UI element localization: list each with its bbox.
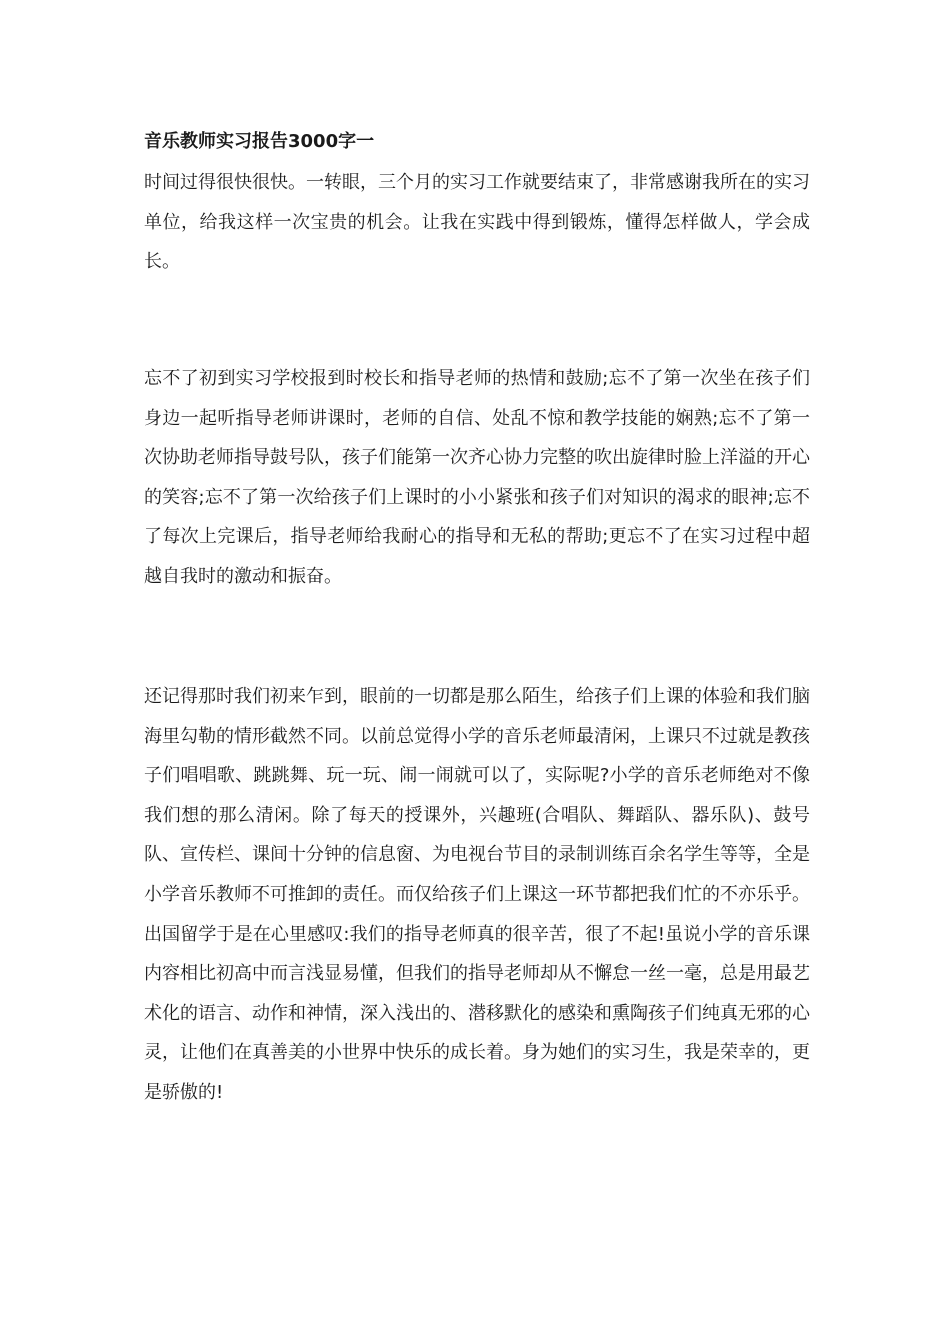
paragraph-intro: 时间过得很快很快。一转眼，三个月的实习工作就要结束了，非常感谢我所在的实习单位，给我这样一次宝贵的机会。让我在实践中得到锻炼，懂得怎样做人，学会成长。 [144,172,810,273]
paragraph-memories: 忘不了初到实习学校报到时校长和指导老师的热情和鼓励;忘不了第一次坐在孩子们身边一起听指导老师讲课时，老师的自信、处乱不惊和教学技能的娴熟;忘不了第一次协助老师指导鼓号队，孩子们能第一次齐心协力完整的吹出旋律时脸上洋溢的开心的笑容;忘不了第一次给孩子们上课时的小小紧张和孩子们对知识的渴求的眼神;忘不了每次上完课后，指导老师给我耐心的指导和无私的帮助;更忘不了在实习过程中超越自我时的激动和振奋。 [144,368,810,587]
document-title: 音乐教师实习报告3000字一 [144,131,375,152]
paragraph-reflection: 还记得那时我们初来乍到，眼前的一切都是那么陌生，给孩子们上课的体验和我们脑海里勾勒的情形截然不同。以前总觉得小学的音乐老师最清闲，上课只不过就是教孩子们唱唱歌、跳跳舞、玩一玩、闹一闹就可以了，实际呢?小学的音乐老师绝对不像我们想的那么清闲。除了每天的授课外，兴趣班(合唱队、舞蹈队、器乐队)、鼓号队、宣传栏、课间十分钟的信息窗、为电视台节目的录制训练百余名学生等等，全是小学音乐教师不可推卸的责任。而仅给孩子们上课这一环节都把我们忙的不亦乐乎。出国留学于是在心里感叹:我们的指导老师真的很辛苦，很了不起!虽说小学的音乐课内容相比初高中而言浅显易懂，但我们的指导老师却从不懈怠一丝一毫，总是用最艺术化的语言、动作和神情，深入浅出的、潜移默化的感染和熏陶孩子们纯真无邪的心灵，让他们在真善美的小世界中快乐的成长着。身为她们的实习生，我是荣幸的，更是骄傲的! [144,686,810,1103]
